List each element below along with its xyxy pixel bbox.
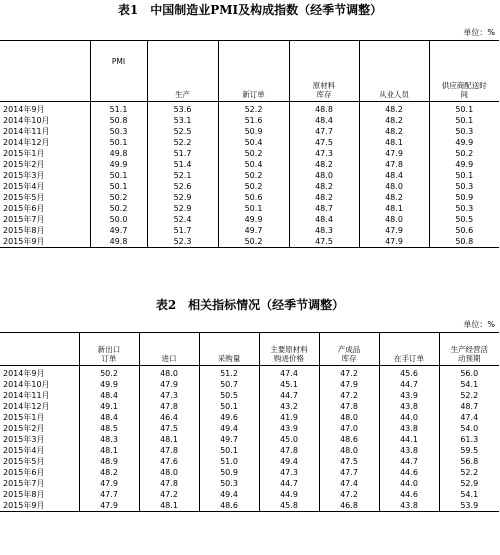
header-business-expectations-l2: 动预期 [458,354,481,363]
row-value: 50.1 [199,401,259,412]
header-production: 生产 [147,41,218,102]
table2-unit: 单位：% [463,320,495,329]
header-supplier-delivery-time-l2: 间 [460,90,468,99]
related-table-row [0,390,499,401]
row-value: 45.6 [379,366,439,380]
row-value: 48.1 [359,137,429,148]
related-table-row [0,412,499,423]
row-month: 2014年12月 [3,138,50,147]
row-value: 44.9 [259,489,319,500]
row-value: 46.4 [139,412,199,423]
row-value: 50.5 [429,214,499,225]
related-table-corner [0,333,79,366]
header-finished-goods-inventory-l2: 库存 [341,354,357,363]
row-value: 47.8 [259,445,319,456]
table1-unit: 单位：% [463,28,495,37]
pmi-table-row [0,126,499,137]
row-value: 50.2 [90,192,147,203]
row-value: 51.4 [147,159,218,170]
pmi-table-row [0,181,499,192]
row-value: 48.4 [289,115,359,126]
header-supplier-delivery-time [429,41,499,102]
row-value: 50.2 [218,148,289,159]
row-value: 44.7 [379,456,439,467]
row-month: 2015年3月 [3,435,45,444]
row-value: 47.2 [319,489,379,500]
row-value: 48.3 [79,434,139,445]
row-value: 47.0 [319,423,379,434]
row-month: 2015年2月 [3,424,45,433]
row-value: 45.1 [259,379,319,390]
row-value: 52.5 [147,126,218,137]
row-month: 2015年1月 [3,149,45,158]
row-value: 44.6 [379,467,439,478]
row-value: 44.0 [379,478,439,489]
row-value: 56.0 [439,366,499,380]
row-value: 43.2 [259,401,319,412]
related-table-body [0,366,499,512]
row-value: 48.4 [79,412,139,423]
row-value: 49.4 [259,456,319,467]
pmi-table-row [0,203,499,214]
row-value: 50.9 [429,192,499,203]
row-value: 50.2 [429,148,499,159]
row-value: 47.3 [289,148,359,159]
row-value: 48.0 [319,445,379,456]
row-month: 2015年8月 [3,226,45,235]
pmi-table-row [0,137,499,148]
row-value: 48.0 [139,467,199,478]
header-raw-material-price [259,333,319,366]
row-value: 47.7 [79,489,139,500]
related-indicators-table [0,332,499,512]
row-value: 47.4 [259,366,319,380]
row-value: 52.1 [147,170,218,181]
row-value: 50.3 [429,203,499,214]
row-value: 44.6 [379,489,439,500]
row-value: 43.8 [379,445,439,456]
header-finished-goods-inventory [319,333,379,366]
header-new-export-orders [79,333,139,366]
row-value: 43.8 [379,500,439,512]
row-month: 2015年9月 [0,500,79,512]
row-value: 50.3 [429,181,499,192]
row-value: 54.0 [439,423,499,434]
pmi-table-row [0,192,499,203]
row-value: 48.1 [139,500,199,512]
row-value: 48.2 [359,126,429,137]
row-value: 50.4 [218,159,289,170]
related-table-row [0,500,499,512]
row-value: 52.6 [147,181,218,192]
row-value: 50.1 [429,115,499,126]
row-month: 2015年4月 [3,182,45,191]
row-month: 2015年3月 [3,171,45,180]
row-value: 50.0 [90,214,147,225]
row-value: 48.2 [359,115,429,126]
row-month: 2015年2月 [3,160,45,169]
pmi-table-row [0,236,499,248]
row-value: 61.3 [439,434,499,445]
row-value: 54.1 [439,379,499,390]
header-business-expectations [439,333,499,366]
row-value: 47.9 [79,500,139,512]
row-value: 49.7 [90,225,147,236]
header-business-expectations-l1: 生产经营活 [450,345,488,354]
row-value: 47.8 [139,401,199,412]
header-raw-material-price-l2: 购进价格 [274,354,304,363]
row-value: 50.6 [429,225,499,236]
row-value: 47.2 [319,390,379,401]
related-table-row [0,379,499,390]
row-value: 47.3 [139,390,199,401]
related-table-row [0,401,499,412]
row-value: 47.3 [259,467,319,478]
row-value: 47.9 [359,225,429,236]
pmi-table-row [0,214,499,225]
row-value: 47.4 [439,412,499,423]
related-table-row [0,434,499,445]
row-value: 50.2 [218,181,289,192]
row-value: 49.7 [199,434,259,445]
row-value: 48.1 [139,434,199,445]
row-value: 53.6 [147,102,218,116]
row-value: 50.2 [79,366,139,380]
related-table-row [0,478,499,489]
header-raw-material-inventory-l1: 原材料 [312,81,336,90]
row-value: 52.2 [218,102,289,116]
header-new-orders: 新订单 [218,41,289,102]
row-value: 48.6 [199,500,259,512]
pmi-table-row [0,225,499,236]
row-value: 50.1 [218,203,289,214]
row-value: 47.8 [139,445,199,456]
row-value: 49.9 [218,214,289,225]
row-value: 48.1 [79,445,139,456]
row-value: 49.8 [90,236,147,248]
row-value: 47.7 [319,467,379,478]
row-value: 50.6 [218,192,289,203]
row-value: 52.2 [147,137,218,148]
row-value: 48.2 [289,181,359,192]
row-value: 50.2 [90,203,147,214]
row-value: 50.8 [429,236,499,248]
row-value: 49.9 [429,137,499,148]
row-value: 50.1 [199,445,259,456]
row-value: 47.5 [319,456,379,467]
row-value: 48.0 [289,170,359,181]
row-value: 53.1 [147,115,218,126]
row-value: 50.1 [429,102,499,116]
row-value: 59.5 [439,445,499,456]
row-value: 44.1 [379,434,439,445]
row-value: 48.2 [359,102,429,116]
header-raw-material-inventory [289,41,359,102]
row-month: 2015年7月 [3,215,45,224]
row-value: 48.0 [319,412,379,423]
row-value: 48.4 [289,214,359,225]
row-value: 50.7 [199,379,259,390]
pmi-table-row [0,148,499,159]
row-value: 54.1 [439,489,499,500]
row-value: 48.1 [359,203,429,214]
row-value: 49.4 [199,489,259,500]
row-value: 43.9 [379,390,439,401]
pmi-table-row [0,159,499,170]
row-value: 44.0 [379,412,439,423]
header-purchase-quantity: 采购量 [199,333,259,366]
row-value: 47.8 [359,159,429,170]
row-value: 51.7 [147,148,218,159]
row-value: 47.8 [319,401,379,412]
row-value: 47.9 [359,236,429,248]
row-value: 50.1 [90,137,147,148]
related-table-row [0,456,499,467]
row-value: 50.5 [199,390,259,401]
row-value: 48.8 [289,102,359,116]
row-value: 50.9 [199,467,259,478]
header-supplier-delivery-time-l1: 供应商配送时 [441,81,487,90]
row-value: 48.9 [79,456,139,467]
row-value: 50.8 [90,115,147,126]
pmi-table-body [0,102,499,248]
row-value: 56.8 [439,456,499,467]
row-value: 48.2 [359,192,429,203]
row-value: 52.4 [147,214,218,225]
row-value: 45.8 [259,500,319,512]
row-month: 2014年9月 [3,105,45,114]
header-raw-material-inventory-l2: 库存 [316,90,332,99]
row-value: 47.6 [139,456,199,467]
pmi-table [0,40,499,248]
row-month: 2015年9月 [0,236,90,248]
row-value: 50.9 [218,126,289,137]
header-backlog-orders: 在手订单 [379,333,439,366]
header-new-export-orders-l1: 新出口 [97,345,121,354]
row-value: 43.8 [379,423,439,434]
row-value: 48.7 [439,401,499,412]
row-value: 47.8 [139,478,199,489]
row-value: 50.1 [90,181,147,192]
header-imports: 进口 [139,333,199,366]
row-value: 49.1 [79,401,139,412]
row-value: 51.2 [199,366,259,380]
related-table-header [0,333,499,366]
row-value: 48.2 [289,192,359,203]
table2-title: 表2 相关指标情况（经季节调整） [155,298,345,312]
row-value: 47.2 [139,489,199,500]
row-value: 46.8 [319,500,379,512]
row-value: 48.4 [79,390,139,401]
row-value: 50.3 [90,126,147,137]
row-value: 52.2 [439,467,499,478]
row-month: 2015年7月 [3,479,45,488]
row-value: 48.5 [79,423,139,434]
related-table-row [0,489,499,500]
row-month: 2015年6月 [3,204,45,213]
row-value: 51.7 [147,225,218,236]
row-value: 48.0 [359,214,429,225]
row-value: 48.2 [79,467,139,478]
row-value: 52.2 [439,390,499,401]
row-value: 47.9 [139,379,199,390]
row-value: 47.9 [79,478,139,489]
header-employment: 从业人员 [359,41,429,102]
row-value: 52.9 [147,192,218,203]
header-raw-material-price-l1: 主要原材料 [270,345,308,354]
row-value: 47.5 [289,137,359,148]
row-month: 2015年6月 [3,468,45,477]
row-value: 49.9 [79,379,139,390]
row-value: 44.7 [259,390,319,401]
row-value: 44.7 [379,379,439,390]
row-value: 49.7 [218,225,289,236]
row-value: 47.5 [139,423,199,434]
row-month: 2015年4月 [3,446,45,455]
row-value: 48.0 [359,181,429,192]
row-value: 45.0 [259,434,319,445]
row-value: 48.7 [289,203,359,214]
related-table-row [0,423,499,434]
row-value: 44.7 [259,478,319,489]
row-value: 51.1 [90,102,147,116]
row-value: 50.3 [429,126,499,137]
row-value: 50.1 [429,170,499,181]
row-value: 49.9 [90,159,147,170]
row-month: 2014年10月 [3,116,50,125]
row-value: 50.4 [218,137,289,148]
row-value: 47.7 [289,126,359,137]
pmi-table-corner [0,41,90,102]
row-value: 51.0 [199,456,259,467]
row-value: 52.3 [147,236,218,248]
row-value: 41.9 [259,412,319,423]
row-value: 52.9 [439,478,499,489]
header-pmi: PMI [90,41,147,102]
row-value: 51.6 [218,115,289,126]
pmi-table-row [0,170,499,181]
row-month: 2014年10月 [3,380,50,389]
row-value: 47.9 [359,148,429,159]
related-table-row [0,467,499,478]
related-table-row [0,366,499,380]
header-new-export-orders-l2: 订单 [101,354,117,363]
row-value: 50.2 [218,170,289,181]
row-value: 48.4 [359,170,429,181]
row-value: 47.9 [319,379,379,390]
row-value: 48.0 [139,366,199,380]
row-month: 2015年5月 [3,457,45,466]
row-value: 49.8 [90,148,147,159]
row-month: 2015年8月 [3,490,45,499]
row-value: 47.2 [319,366,379,380]
row-value: 48.6 [319,434,379,445]
pmi-table-row [0,102,499,116]
row-value: 43.9 [259,423,319,434]
row-value: 50.2 [218,236,289,248]
row-value: 47.4 [319,478,379,489]
pmi-table-row [0,115,499,126]
row-value: 48.2 [289,159,359,170]
header-finished-goods-inventory-l1: 产成品 [337,345,361,354]
row-value: 52.9 [147,203,218,214]
row-value: 53.9 [439,500,499,512]
row-value: 50.3 [199,478,259,489]
row-month: 2014年9月 [3,369,45,378]
row-value: 50.1 [90,170,147,181]
row-value: 49.4 [199,423,259,434]
table1-title: 表1 中国制造业PMI及构成指数（经季节调整） [117,3,383,17]
row-value: 47.5 [289,236,359,248]
row-month: 2014年11月 [3,391,50,400]
pmi-table-header [0,41,499,102]
row-month: 2014年12月 [3,402,50,411]
row-month: 2014年11月 [3,127,50,136]
row-value: 49.9 [429,159,499,170]
row-month: 2015年5月 [3,193,45,202]
row-value: 43.8 [379,401,439,412]
row-value: 49.6 [199,412,259,423]
row-month: 2015年1月 [3,413,45,422]
related-table-row [0,445,499,456]
row-value: 48.3 [289,225,359,236]
